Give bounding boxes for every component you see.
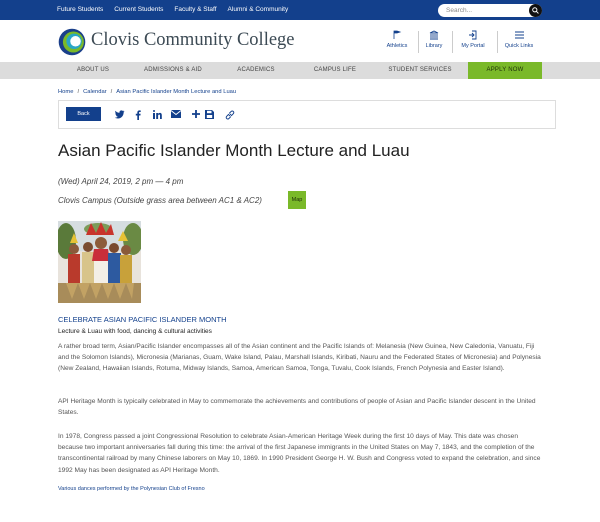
portal-icon — [468, 30, 478, 40]
nav-campus-life[interactable]: CAMPUS LIFE — [313, 67, 357, 73]
description-paragraph: API Heritage Month is typically celebrated in May to commemorate the achievements and contributions of people of Asian and Pacific Islander descent in the United States. — [58, 398, 536, 417]
plus-icon[interactable] — [192, 110, 200, 118]
save-icon[interactable] — [205, 110, 214, 119]
search-button[interactable] — [529, 4, 542, 17]
breadcrumb — [58, 89, 236, 95]
map-button[interactable]: Map — [288, 191, 306, 209]
quick-link-quick-links[interactable] — [499, 30, 539, 49]
section-heading: CELEBRATE ASIAN PACIFIC ISLANDER MONTH — [58, 315, 227, 324]
search-placeholder: Search... — [446, 7, 473, 14]
page-title: Asian Pacific Islander Month Lecture and Luau — [58, 141, 410, 160]
main-nav — [0, 62, 600, 79]
menu-icon — [514, 30, 525, 40]
college-logo[interactable] — [58, 28, 86, 56]
email-icon[interactable] — [171, 110, 181, 118]
quick-link-library[interactable] — [414, 30, 454, 49]
description-paragraph: In 1978, Congress passed a joint Congressional Resolution to celebrate Asian-American Heritage Week during the first 10 days of May. This date was chosen because two important anniversaries fall during this time: the arrival of the first Japanese immigrants in the United States on May 7, 1843, and the completion of the transcontinental railroad by many Chinese laborers on May 10, 1869. In 1990 President George H. W. Bush and Congress voted to expand the celebration, and since 1992 May has been designated as API Heritage Month. — [58, 433, 541, 474]
nav-academics[interactable]: ACADEMICS — [237, 67, 275, 73]
event-datetime: (Wed) April 24, 2019, 2 pm — 4 pm — [58, 177, 184, 186]
description-paragraph: A rather broad term, Asian/Pacific Islander encompasses all of the Asian continent and the Pacific Islands of: Melanesia (New Guinea, New Caledonia, Vanuatu, Fiji and the Solomon Islands), Micronesia (Marianas, Guam, Wake Island, Palau, Marshall Islands, Kiribati, Nauru and the Federated States of Micronesia) and Polynesia (New Zealand, Hawaiian Islands, Rotuma, Midway Islands, Samoa, American Samoa, Tonga, Tuvalu, Cook Islands, French Polynesia and Easter Island). — [58, 343, 541, 373]
share-bar — [58, 100, 556, 129]
facebook-icon[interactable] — [135, 110, 141, 120]
breadcrumb-calendar[interactable]: Calendar — [83, 89, 107, 95]
event-location: Clovis Campus (Outside grass area between AC1 & AC2) — [58, 196, 262, 205]
nav-about-us[interactable]: ABOUT US — [76, 67, 110, 73]
nav-apply-now[interactable]: APPLY NOW — [468, 62, 542, 79]
library-label: Library — [425, 43, 443, 49]
quick-link-portal[interactable] — [453, 30, 493, 49]
athletics-label: Athletics — [386, 43, 408, 49]
faculty-staff-link[interactable]: Faculty & Staff — [174, 6, 217, 13]
event-photo — [58, 221, 141, 303]
breadcrumb-home[interactable]: Home — [58, 89, 74, 95]
breadcrumb-separator: / — [110, 89, 113, 95]
link-icon[interactable] — [225, 110, 235, 120]
current-students-link[interactable]: Current Students — [114, 6, 164, 13]
athletics-icon — [392, 30, 402, 40]
divider — [497, 31, 498, 53]
college-name[interactable]: Clovis Community College — [91, 30, 295, 50]
twitter-icon[interactable] — [115, 110, 125, 119]
utility-bar — [0, 0, 600, 20]
portal-label: My Portal — [461, 43, 485, 49]
breadcrumb-current[interactable]: Asian Pacific Islander Month Lecture and Luau — [116, 89, 237, 95]
nav-student-services[interactable]: STUDENT SERVICES — [388, 67, 452, 73]
breadcrumb-separator: / — [77, 89, 80, 95]
quick-link-athletics[interactable] — [377, 30, 417, 49]
search-input[interactable] — [438, 4, 542, 17]
back-button[interactable]: Back — [66, 107, 101, 121]
lead-text: Lecture & Luau with food, dancing & cultural activities — [58, 328, 212, 335]
dancers-image — [58, 221, 141, 303]
nav-admissions-aid[interactable]: ADMISSIONS & AID — [144, 67, 202, 73]
search-icon — [532, 7, 539, 14]
library-icon — [429, 30, 439, 40]
audience-links — [57, 6, 288, 13]
quick-links-label: Quick Links — [504, 43, 534, 49]
linkedin-icon[interactable] — [153, 110, 162, 119]
future-students-link[interactable]: Future Students — [57, 6, 104, 13]
alumni-community-link[interactable]: Alumni & Community — [227, 6, 289, 13]
photo-caption: Various dances performed by the Polynesian Club of Fresno — [58, 486, 205, 492]
